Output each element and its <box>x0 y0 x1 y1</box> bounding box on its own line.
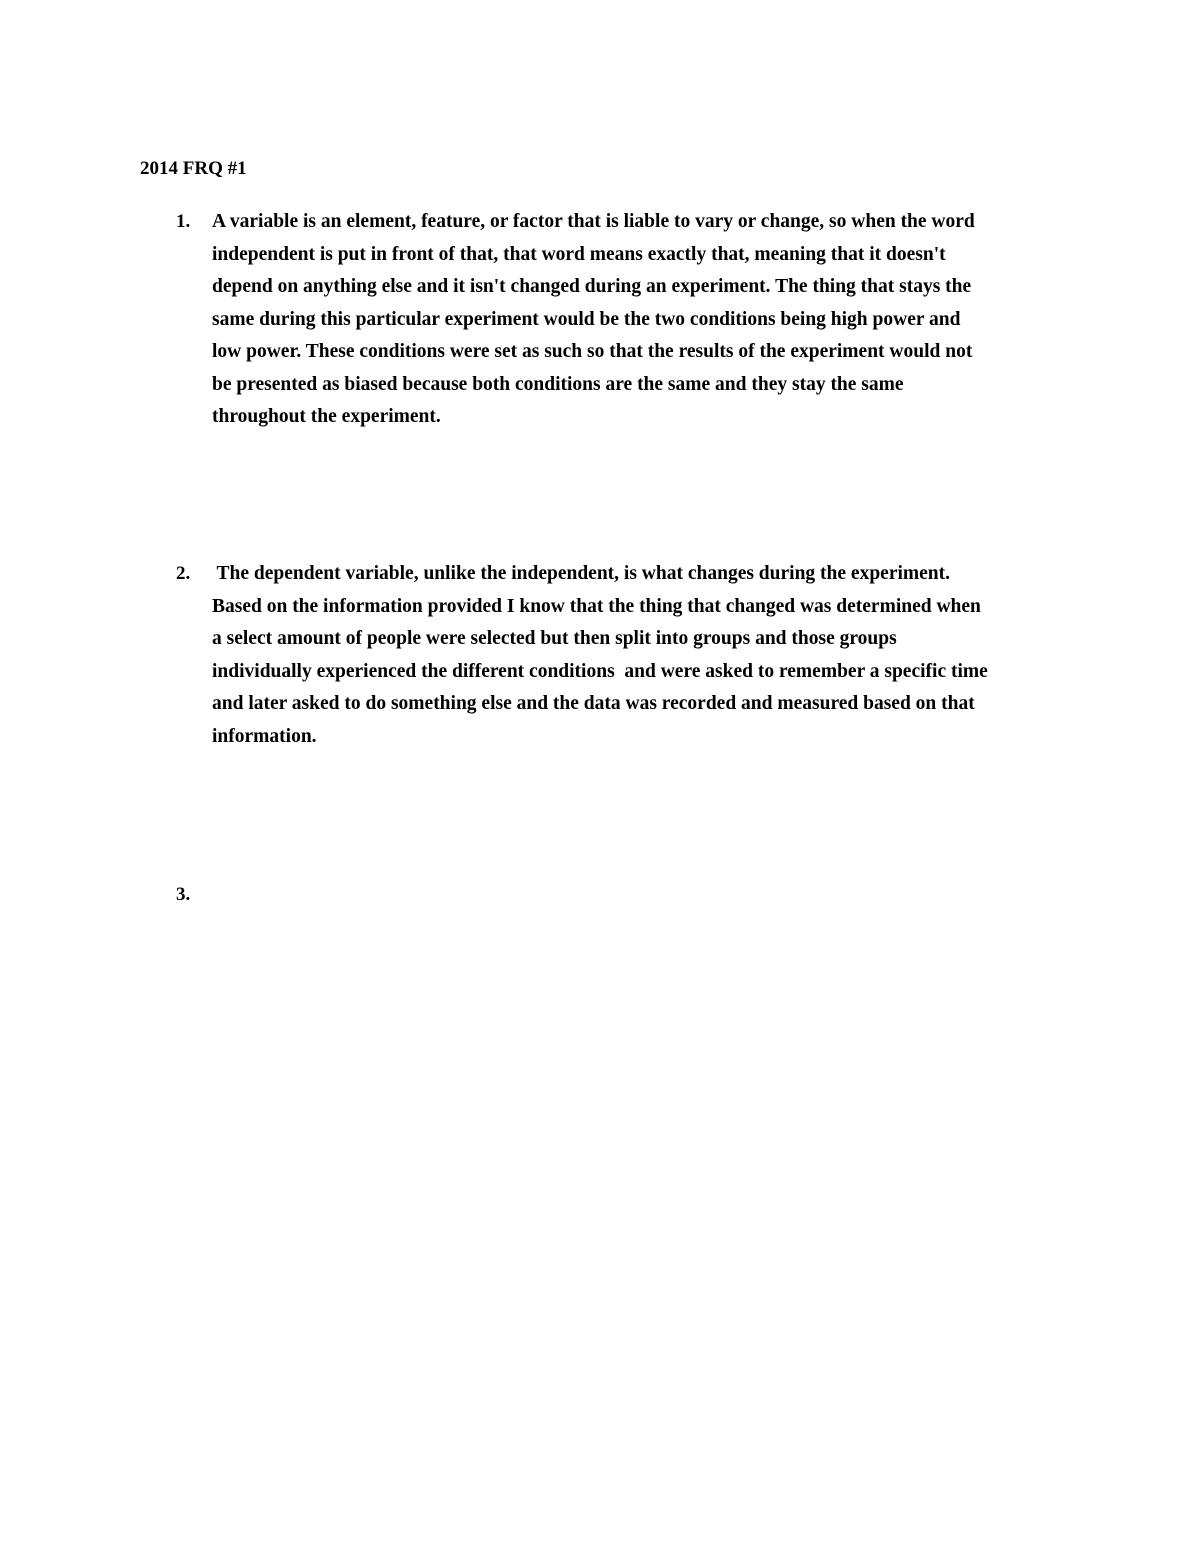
answer-2 <box>140 558 1070 753</box>
answer-line: Based on the information provided I know that the thing that changed was determined when <box>212 595 981 617</box>
answer-number: 1. <box>176 211 191 232</box>
answer-line: a select amount of people were selected but then split into groups and those groups <box>212 628 897 649</box>
answer-line: The dependent variable, unlike the independent, is what changes during the experiment. <box>212 563 951 584</box>
document-title: 2014 FRQ #1 <box>140 158 247 179</box>
answer-line: be presented as biased because both conditions are the same and they stay the same <box>212 373 904 395</box>
answer-line: independent is put in front of that, that word means exactly that, meaning that it doesn't <box>212 243 946 265</box>
answer-number: 2. <box>176 563 191 584</box>
answer-line: and later asked to do something else and the data was recorded and measured based on that <box>212 693 975 714</box>
answer-line: same during this particular experiment would be the two conditions being high power and <box>212 308 961 330</box>
answer-line: low power. These conditions were set as such so that the results of the experiment would not <box>212 341 973 362</box>
answer-line: individually experienced the different conditions and were asked to remember a specific time <box>212 660 988 682</box>
answer-text <box>212 558 1062 753</box>
answer-text <box>212 206 1062 434</box>
answer-line: throughout the experiment. <box>212 406 441 427</box>
answer-line: A variable is an element, feature, or factor that is liable to vary or change, so when the word <box>212 211 975 232</box>
answer-1 <box>140 206 1070 434</box>
answer-line: information. <box>212 725 317 747</box>
answer-line: depend on anything else and it isn't changed during an experiment. The thing that stays the <box>212 276 972 297</box>
answer-number: 3. <box>176 884 191 905</box>
